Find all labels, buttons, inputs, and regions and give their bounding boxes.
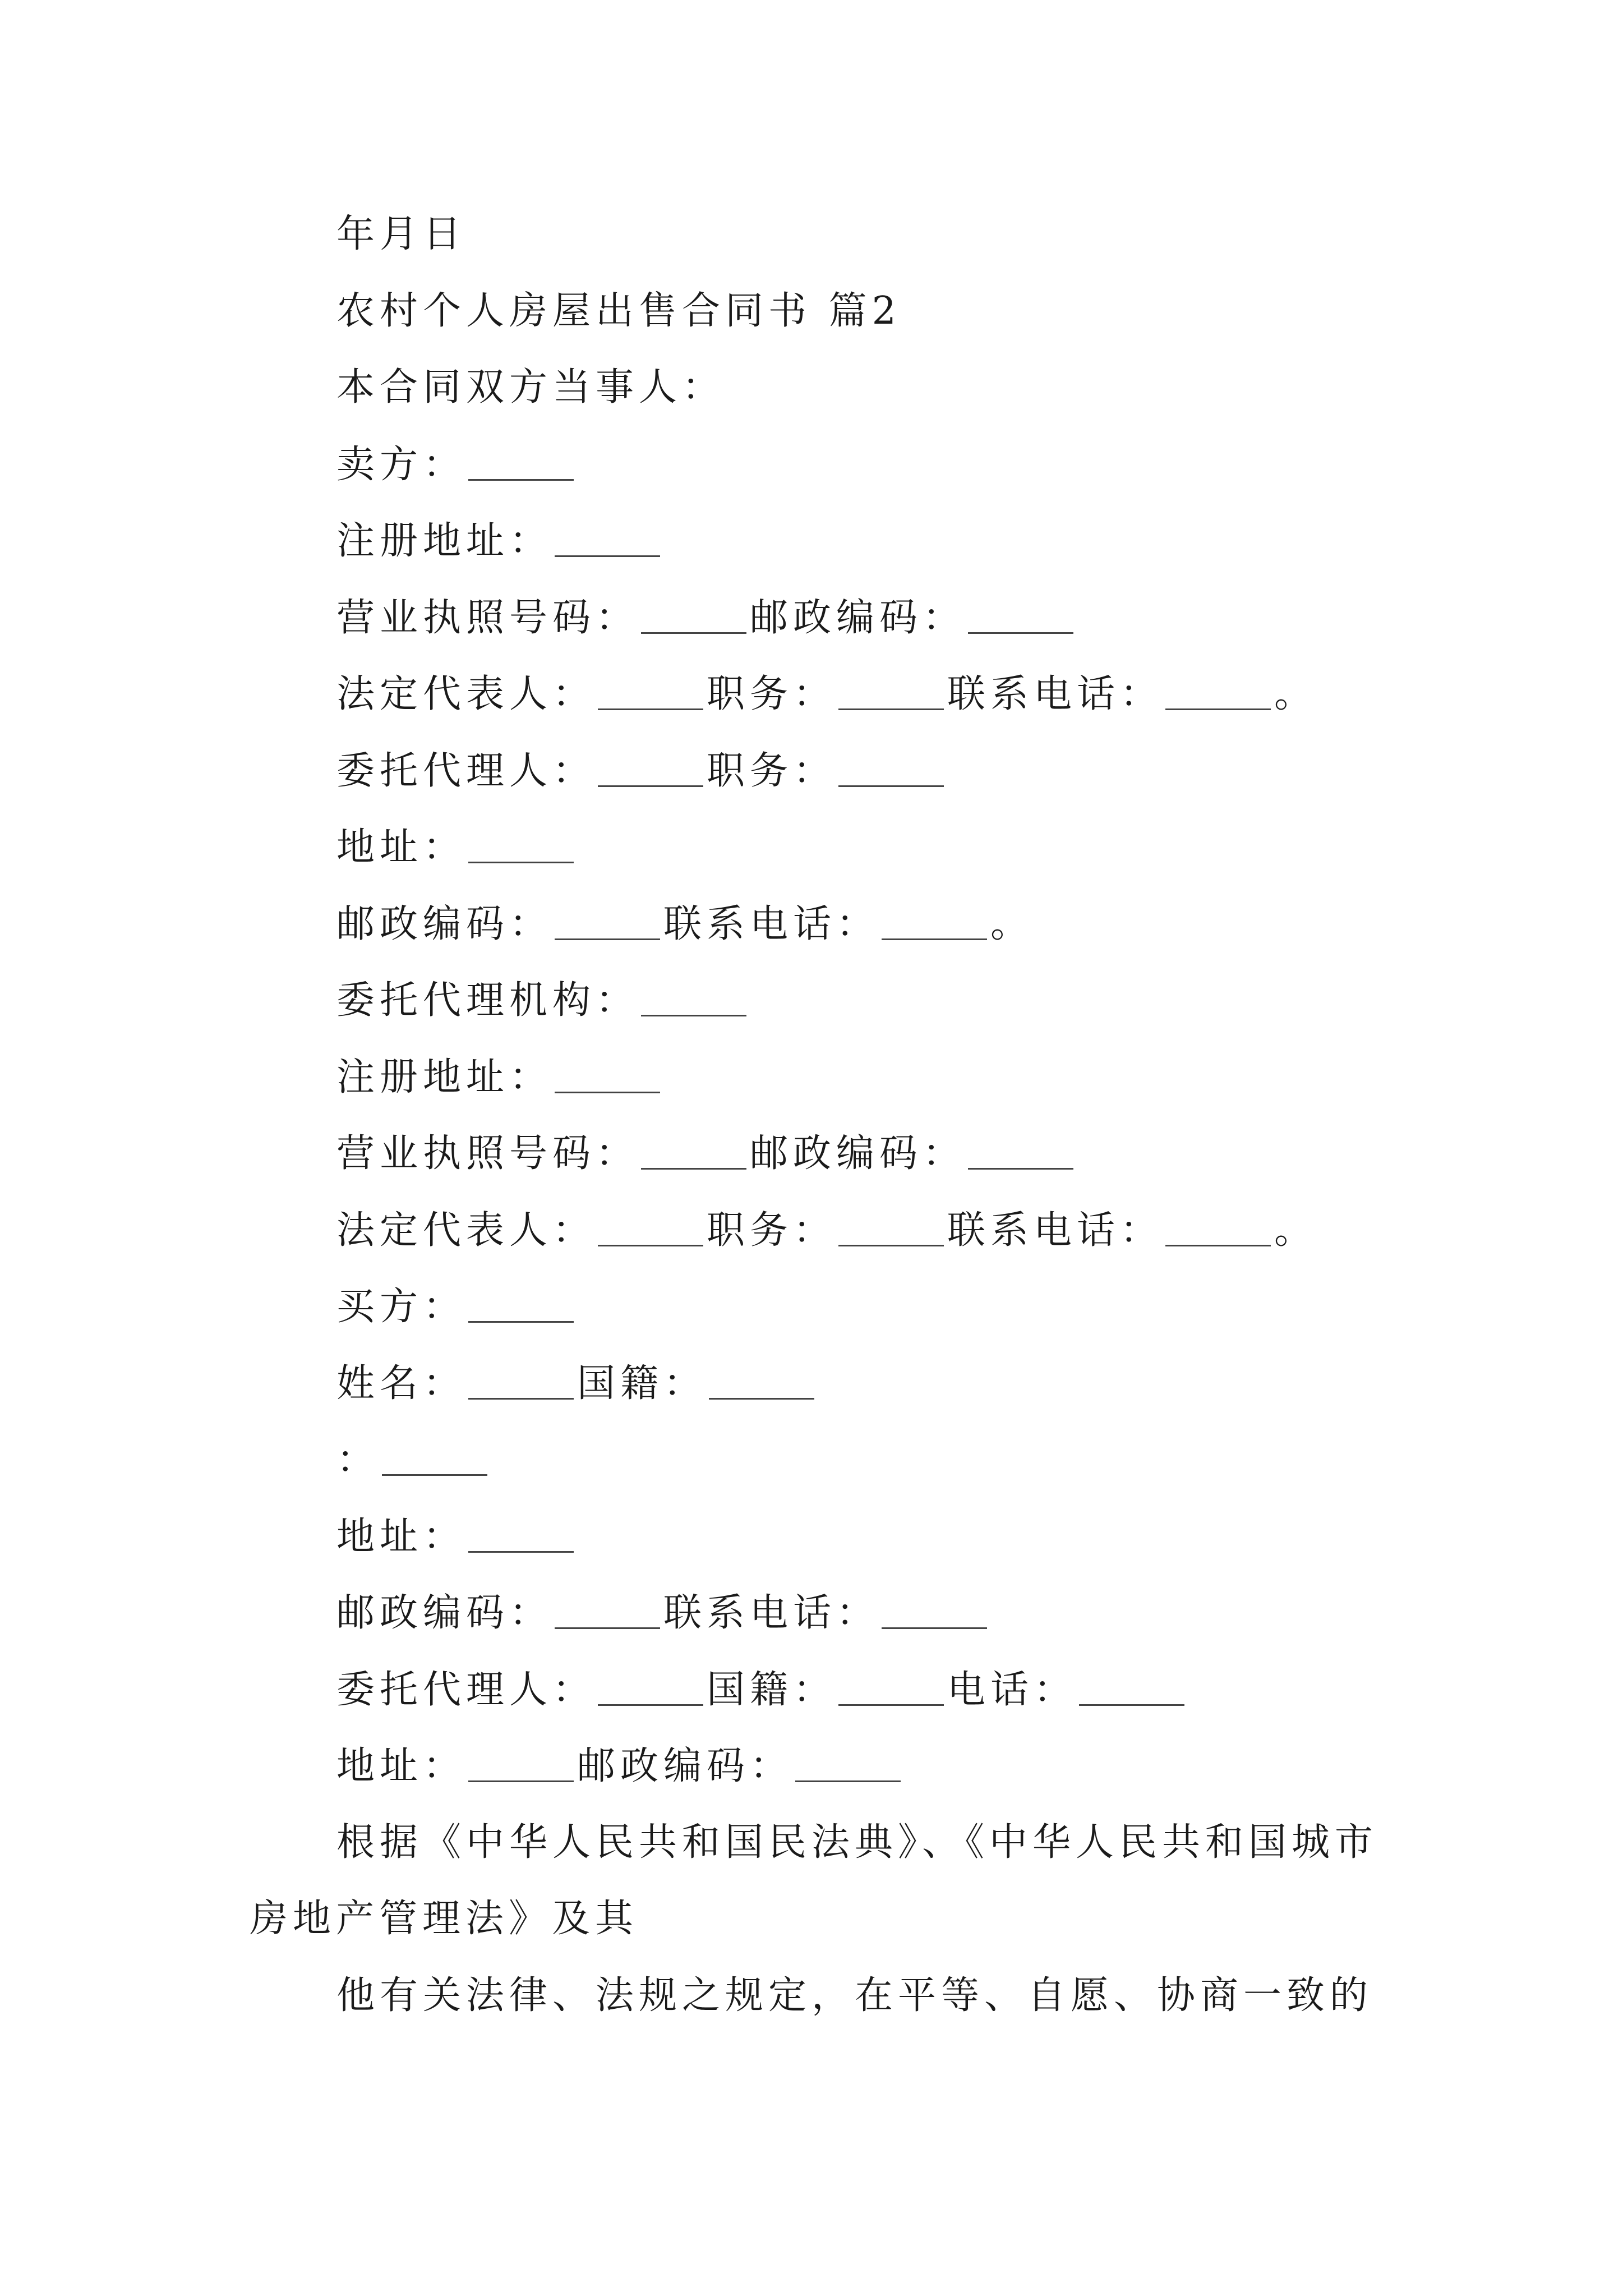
document-line (336, 1437, 491, 1483)
fill-in-blank[interactable] (598, 1671, 703, 1706)
line-text: 职务： (707, 672, 837, 716)
line-text: 联系电话： (663, 902, 880, 946)
line-text: 邮政编码： (750, 1131, 966, 1176)
line-text: 卖方： (336, 443, 467, 487)
line-text: 委托代理人： (336, 1668, 596, 1712)
fill-in-blank[interactable] (555, 1594, 660, 1629)
line-text: 委托代理机构： (336, 978, 639, 1023)
line-text: 电话： (947, 1668, 1077, 1712)
line-text: 法定代表人： (336, 672, 596, 716)
line-text: 邮政编码： (336, 1591, 553, 1635)
line-text: 农村个人房屋出售合同书 篇2 (336, 289, 901, 333)
document-line (336, 1667, 1188, 1713)
fill-in-blank[interactable] (641, 1134, 746, 1170)
document-line (336, 1590, 990, 1636)
fill-in-blank[interactable] (1165, 1211, 1271, 1246)
line-text: ： (336, 1438, 380, 1482)
fill-in-blank[interactable] (968, 599, 1073, 634)
fill-in-blank[interactable] (555, 905, 660, 940)
line-text: 联系电话： (947, 1208, 1164, 1253)
fill-in-blank[interactable] (1079, 1671, 1184, 1706)
fill-in-blank[interactable] (1165, 675, 1271, 710)
line-text: 职务： (707, 1208, 837, 1253)
document-line (336, 1131, 1077, 1176)
document-line (336, 1820, 1378, 1865)
document-line (336, 1055, 663, 1100)
document-line (336, 1284, 577, 1329)
document-line (336, 978, 750, 1023)
line-text: 。 (990, 902, 1034, 946)
document-line (336, 1514, 577, 1559)
line-text: 年月日 (336, 212, 467, 256)
fill-in-blank[interactable] (382, 1441, 487, 1476)
line-text: 邮政编码： (336, 902, 553, 946)
fill-in-blank[interactable] (555, 1058, 660, 1093)
fill-in-blank[interactable] (641, 981, 746, 1016)
line-text: 联系电话： (947, 672, 1164, 716)
line-text: 营业执照号码： (336, 1131, 639, 1176)
line-text: 他有关法律、法规之规定，在平等、自愿、协商一致的 (336, 1973, 1373, 2018)
line-text: 营业执照号码： (336, 596, 639, 640)
fill-in-blank[interactable] (882, 1594, 987, 1629)
fill-in-blank[interactable] (468, 1364, 574, 1400)
fill-in-blank[interactable] (555, 522, 660, 557)
fill-in-blank[interactable] (641, 599, 746, 634)
document-line (336, 671, 1317, 717)
document-line (336, 289, 901, 334)
fill-in-blank[interactable] (468, 828, 574, 863)
fill-in-blank[interactable] (598, 675, 703, 710)
document-line (336, 1208, 1317, 1253)
fill-in-blank[interactable] (468, 1517, 574, 1553)
document-line (336, 212, 466, 257)
fill-in-blank[interactable] (838, 752, 944, 787)
document-line (336, 365, 725, 410)
line-text: 注册地址： (336, 1055, 553, 1099)
fill-in-blank[interactable] (882, 905, 987, 940)
fill-in-blank[interactable] (598, 1211, 703, 1246)
fill-in-blank[interactable] (468, 1287, 574, 1323)
line-text: 联系电话： (663, 1591, 880, 1635)
fill-in-blank[interactable] (468, 1747, 574, 1782)
document-line (336, 901, 1034, 947)
line-text: 。 (1274, 672, 1318, 716)
fill-in-blank[interactable] (838, 1211, 944, 1246)
document-line (336, 1361, 818, 1406)
document-line (336, 748, 947, 794)
line-text: 注册地址： (336, 519, 553, 563)
line-text: 房地产管理法》及其 (250, 1897, 639, 1941)
line-text: 地址： (336, 825, 467, 869)
document-line (336, 518, 663, 564)
line-text: 本合同双方当事人： (336, 365, 726, 409)
fill-in-blank[interactable] (598, 752, 703, 787)
document-line (250, 1897, 638, 1941)
document-line (336, 595, 1077, 641)
line-text: 职务： (707, 749, 837, 793)
fill-in-blank[interactable] (795, 1747, 901, 1782)
line-text: 邮政编码： (577, 1744, 794, 1788)
line-text: 邮政编码： (750, 596, 966, 640)
line-text: 委托代理人： (336, 749, 596, 793)
line-text: 地址： (336, 1515, 467, 1559)
fill-in-blank[interactable] (968, 1134, 1073, 1170)
document-line (336, 442, 577, 487)
line-text: 地址： (336, 1744, 467, 1788)
line-text: 买方： (336, 1285, 467, 1329)
fill-in-blank[interactable] (468, 445, 574, 481)
document-line (336, 1743, 904, 1789)
line-text: 姓名： (336, 1361, 467, 1406)
fill-in-blank[interactable] (838, 1671, 944, 1706)
document-line (336, 1973, 1373, 2018)
fill-in-blank[interactable] (838, 675, 944, 710)
line-text: 。 (1274, 1208, 1318, 1253)
line-text: 法定代表人： (336, 1208, 596, 1253)
line-text: 国籍： (707, 1668, 837, 1712)
line-text: 国籍： (577, 1361, 707, 1406)
line-text: 根据《中华人民共和国民法典》、《中华人民共和国城市 (336, 1820, 1378, 1865)
document-line (336, 825, 577, 870)
fill-in-blank[interactable] (709, 1364, 814, 1400)
